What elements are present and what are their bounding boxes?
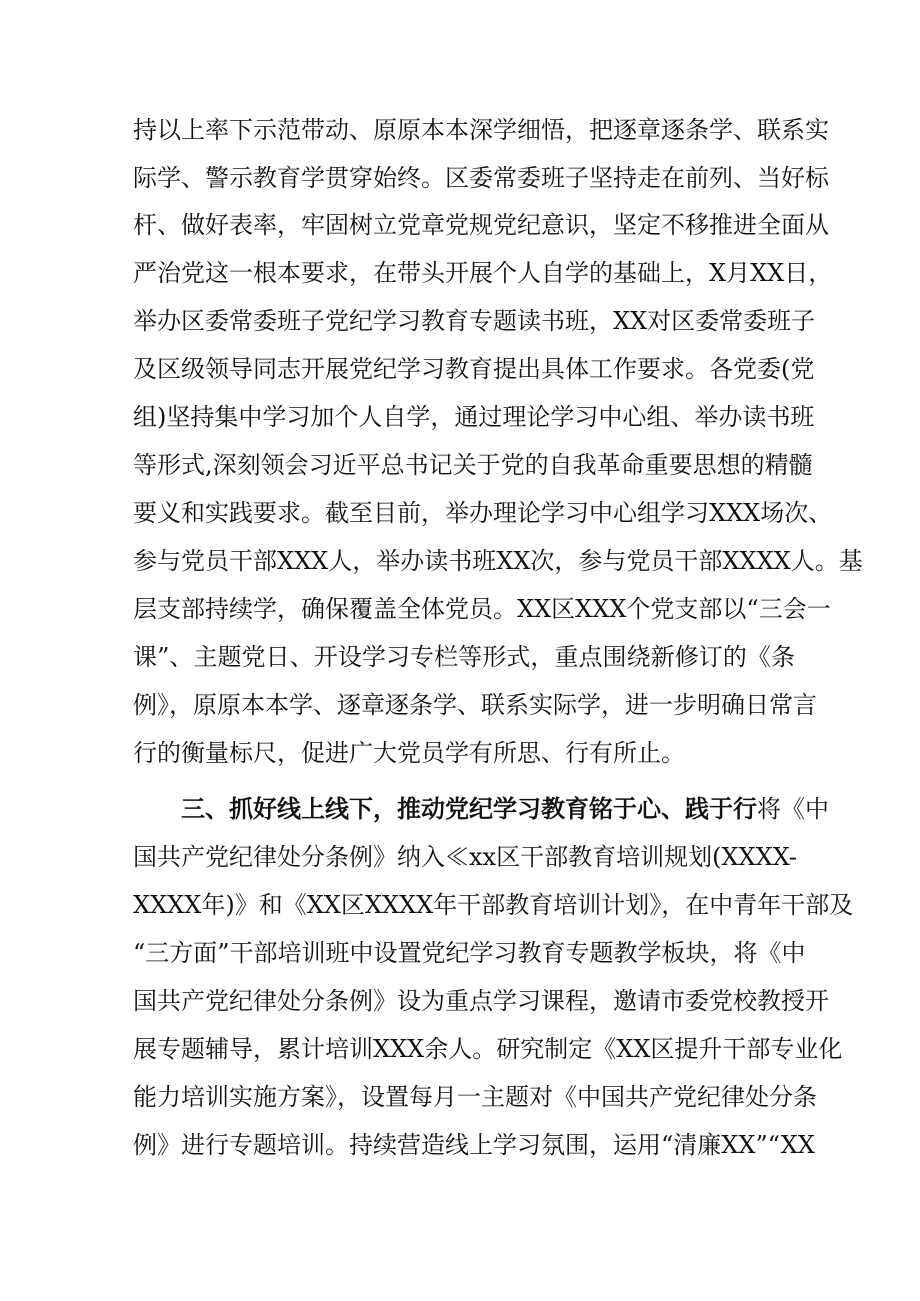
text-line: 组)坚持集中学习加个人自学，通过理论学习中心组、举办读书班 — [133, 403, 815, 431]
section-heading-line — [181, 789, 829, 829]
text-line: 能力培训实施方案》，设置每月一主题对《中国共产党纪律处分条 — [133, 1083, 817, 1111]
text-line: 例》进行专题培训。持续营造线上学习氛围，运用“清廉XX”“XX — [133, 1131, 815, 1159]
section-heading: 三、抓好线上线下，推动党纪学习教育铭于心、践于行 — [181, 795, 757, 823]
text-line: 举办区委常委班子党纪学习教育专题读书班，XX对区委常委班子 — [133, 307, 816, 335]
text-line: 及区级领导同志开展党纪学习教育提出具体工作要求。各党委(党 — [133, 355, 815, 383]
text-line: 国共产党纪律处分条例》纳入≪xx区干部教育培训规划(XXXX- — [133, 843, 798, 871]
text-line: 持以上率下示范带动、原原本本深学细悟，把逐章逐条学、联系实 — [133, 116, 829, 144]
text-line: 层支部持续学，确保覆盖全体党员。XX区XXX个党支部以“三会一 — [133, 595, 831, 623]
text-line: 等形式,深刻领会习近平总书记关于党的自我革命重要思想的精髓 — [133, 451, 813, 479]
text-line: 展专题辅导，累计培训XXX余人。研究制定《XX区提升干部专业化 — [133, 1035, 843, 1063]
text-line: 行的衡量标尺，促进广大党员学有所思、行有所止。 — [133, 739, 685, 767]
text-line: 国共产党纪律处分条例》设为重点学习课程，邀请市委党校教授开 — [133, 987, 829, 1015]
text-line: 际学、警示教育学贯穿始终。区委常委班子坚持走在前列、当好标 — [133, 164, 829, 192]
text-line: 例》，原原本本学、逐章逐条学、联系实际学，进一步明确日常言 — [133, 691, 817, 719]
heading-line-rest: 将《中 — [757, 795, 829, 823]
text-line: “三方面”干部培训班中设置党纪学习教育专题教学板块，将《中 — [133, 939, 806, 967]
text-line: 严治党这一根本要求，在带头开展个人自学的基础上，X月XX日， — [133, 259, 833, 287]
text-line: XXXX年)》和《XX区XXXX年干部教育培训计划》，在中青年干部及 — [133, 891, 854, 919]
text-line: 参与党员干部XXX人，举办读书班XX次，参与党员干部XXXX人。基 — [133, 547, 863, 575]
text-line: 课”、主题党日、开设学习专栏等形式，重点围绕新修订的《条 — [133, 643, 795, 671]
text-line: 要义和实践要求。截至目前，举办理论学习中心组学习XXX场次、 — [133, 499, 833, 527]
text-line: 杆、做好表率，牢固树立党章党规党纪意识，坚定不移推进全面从 — [133, 211, 829, 239]
